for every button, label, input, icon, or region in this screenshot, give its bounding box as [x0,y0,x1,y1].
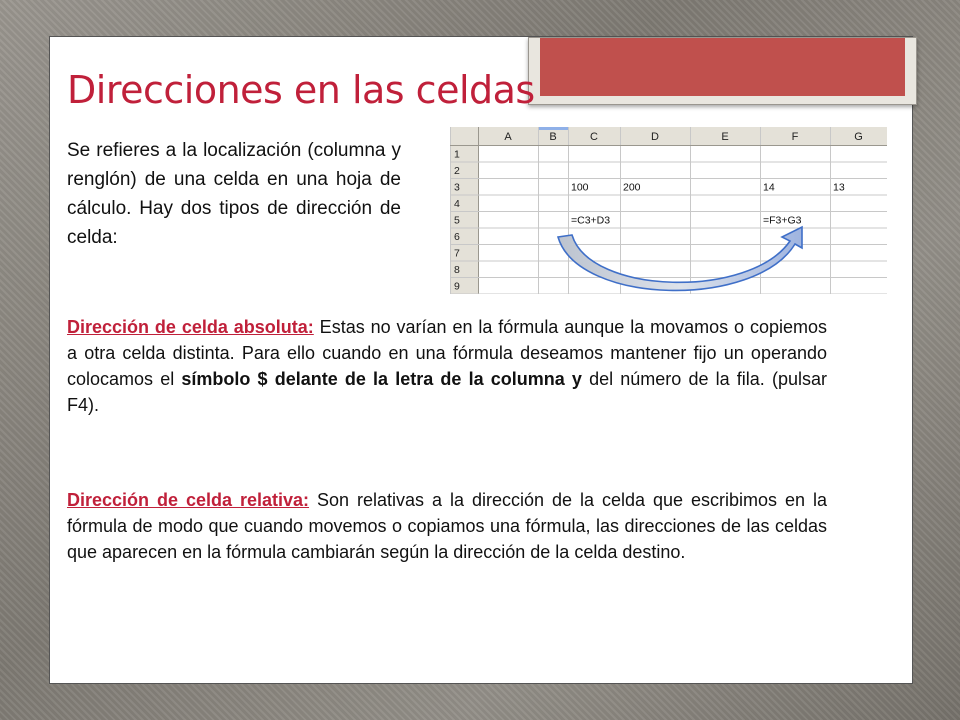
row-header-5: 5 [454,214,460,227]
relative-text: Son relativas a la dirección de la celda que escribimos en la fórmula de modo que cuando movemos o copiamos una fórmula, las direcciones de las celdas que aparecen en la fórmula cambiarán según la dirección de la celda destino. [67,490,827,562]
cell-C5: =C3+D3 [571,214,611,227]
absolute-text-part2: del número de la fila. (pulsar F4). [67,369,827,415]
row-header-7: 7 [454,247,460,260]
absolute-bold-text: símbolo $ delante de la letra de la columna y [181,369,582,389]
cell-F3: 14 [763,181,775,194]
row-header-6: 6 [454,231,460,243]
column-header-E: E [721,131,729,143]
absolute-address-paragraph [67,314,827,418]
slide-title: Direcciones en las celdas [67,68,535,112]
title-tab-decoration [528,37,917,105]
row-header-8: 8 [454,264,460,276]
column-header-F: F [791,131,799,143]
cell-C3: 100 [571,181,589,194]
row-header-9: 9 [454,280,460,293]
spreadsheet-graphic [450,127,887,294]
column-header-D: D [651,131,659,143]
row-header-3: 3 [454,181,460,194]
column-header-band [450,127,887,145]
row-header-1: 1 [454,148,460,161]
intro-paragraph: Se refieres a la localización (columna y renglón) de una celda en una hoja de cálculo. Hay dos tipos de dirección de celda: [67,140,401,248]
relative-address-heading: Dirección de celda relativa: [67,490,310,510]
row-header-4: 4 [454,198,460,210]
row-header-2: 2 [454,165,460,177]
curved-arrow-icon [558,227,802,290]
column-header-A: A [504,131,512,143]
absolute-address-heading: Dirección de celda absoluta: [67,317,314,337]
selected-column-marker [538,127,568,130]
column-header-C: C [590,131,598,143]
cell-F5: =F3+G3 [763,214,802,227]
column-header-B: B [549,131,557,143]
column-header-G: G [854,131,863,143]
red-banner [540,38,905,96]
spreadsheet-image [450,127,887,294]
cell-G3: 13 [833,181,845,194]
absolute-text-part1: Estas no varían en la fórmula aunque la movamos o copiemos a otra celda distinta. Para ello cuando en una fórmula deseamos mantener fijo un operando colocamos el [67,317,827,389]
cell-D3: 200 [623,181,641,194]
relative-address-paragraph [67,487,827,565]
